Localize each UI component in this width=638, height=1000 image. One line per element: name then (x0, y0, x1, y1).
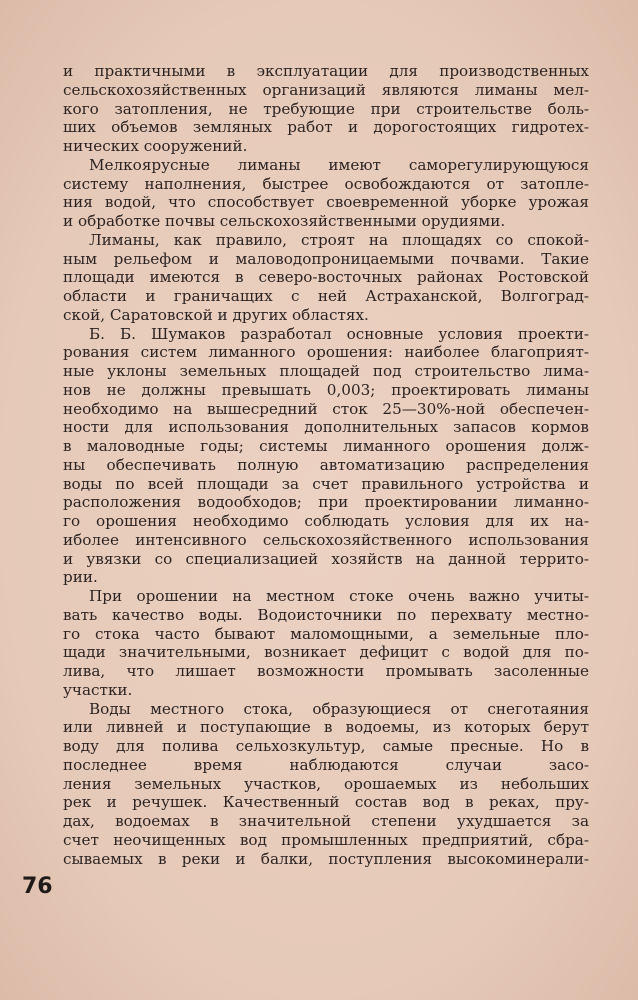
body-text (63, 62, 589, 868)
text-line: воды по всей площади за счет правильного устройства и (63, 474, 589, 493)
text-line: ской, Саратовской и других областях. (63, 305, 369, 324)
text-line: ния водой, что способствует своевременной уборке урожая (63, 193, 589, 212)
text-line: рии. (63, 568, 98, 587)
text-line: Лиманы, как правило, строят на площадях со спокой- (89, 230, 589, 249)
text-line: воду для полива сельхозкультур, самые пресные. Но в (63, 737, 589, 755)
text-line: или ливней и поступающие в водоемы, из которых берут (63, 718, 589, 737)
text-line: Б. Б. Шумаков разработал основные условия проекти- (89, 324, 589, 343)
text-line: площади имеются в северо-восточных районах Ростовской (63, 268, 589, 287)
text-line: ные уклоны земельных площадей под строительство лима- (63, 362, 589, 380)
text-line: ших объемов земляных работ и дорогостоящих гидротех- (63, 118, 589, 137)
text-line: ности для использования дополнительных запасов кормов (63, 418, 589, 437)
text-line: и увязки со специализацией хозяйств на данной террито- (63, 549, 589, 568)
text-line: вать качество воды. Водоисточники по перехвату местно- (63, 605, 589, 624)
text-line: ны обеспечивать полную автоматизацию распределения (63, 455, 589, 474)
text-line: систему наполнения, быстрее освобождаются от затопле- (63, 174, 589, 193)
text-line: При орошении на местном стоке очень важно учиты- (89, 587, 589, 605)
text-line: области и граничащих с ней Астраханской, Волгоград- (63, 287, 589, 305)
text-line: нов не должны превышать 0,003; проектировать лиманы (63, 380, 589, 399)
text-line: кого затопления, не требующие при строительстве боль- (63, 99, 589, 118)
text-line: Мелкоярусные лиманы имеют саморегулирующуюся (89, 155, 589, 174)
page-number: 76 (22, 874, 53, 899)
text-line: сельскохозяйственных организаций являются лиманы мел- (63, 80, 589, 99)
text-line: иболее интенсивного сельскохозяйственного использования (63, 530, 589, 549)
text-line: и обработке почвы сельскохозяйственными орудиями. (63, 212, 506, 230)
text-line: расположения водообходов; при проектировании лиманно- (63, 493, 589, 512)
text-line: и практичными в эксплуатации для производственных (63, 62, 589, 80)
text-line: щади значительными, возникает дефицит с водой для по- (63, 643, 589, 662)
text-line: участки. (63, 680, 133, 699)
text-line: лива, что лишает возможности промывать засоленные (63, 662, 589, 680)
text-line: ления земельных участков, орошаемых из небольших (63, 774, 589, 793)
text-line: рек и речушек. Качественный состав вод в реках, пру- (63, 793, 589, 812)
text-line: нических сооружений. (63, 137, 248, 155)
text-line: рования систем лиманного орошения: наиболее благоприят- (63, 343, 589, 362)
text-line: в маловодные годы; системы лиманного орошения долж- (63, 437, 589, 455)
text-line: го стока часто бывают маломощными, а земельные пло- (63, 624, 589, 643)
text-line: последнее время наблюдаются случаи засо- (63, 755, 589, 774)
text-line: Воды местного стока, образующиеся от снеготаяния (89, 699, 589, 718)
text-line: счет неочищенных вод промышленных предприятий, сбра- (63, 830, 589, 849)
text-line: дах, водоемах в значительной степени ухудшается за (63, 812, 589, 830)
text-line: ным рельефом и маловодопроницаемыми почвами. Такие (63, 249, 589, 268)
text-line: сываемых в реки и балки, поступления высокоминерали- (63, 849, 589, 868)
text-line: необходимо на вышесредний сток 25—30%-ной обеспечен- (63, 399, 589, 418)
text-line: го орошения необходимо соблюдать условия для их на- (63, 512, 589, 530)
